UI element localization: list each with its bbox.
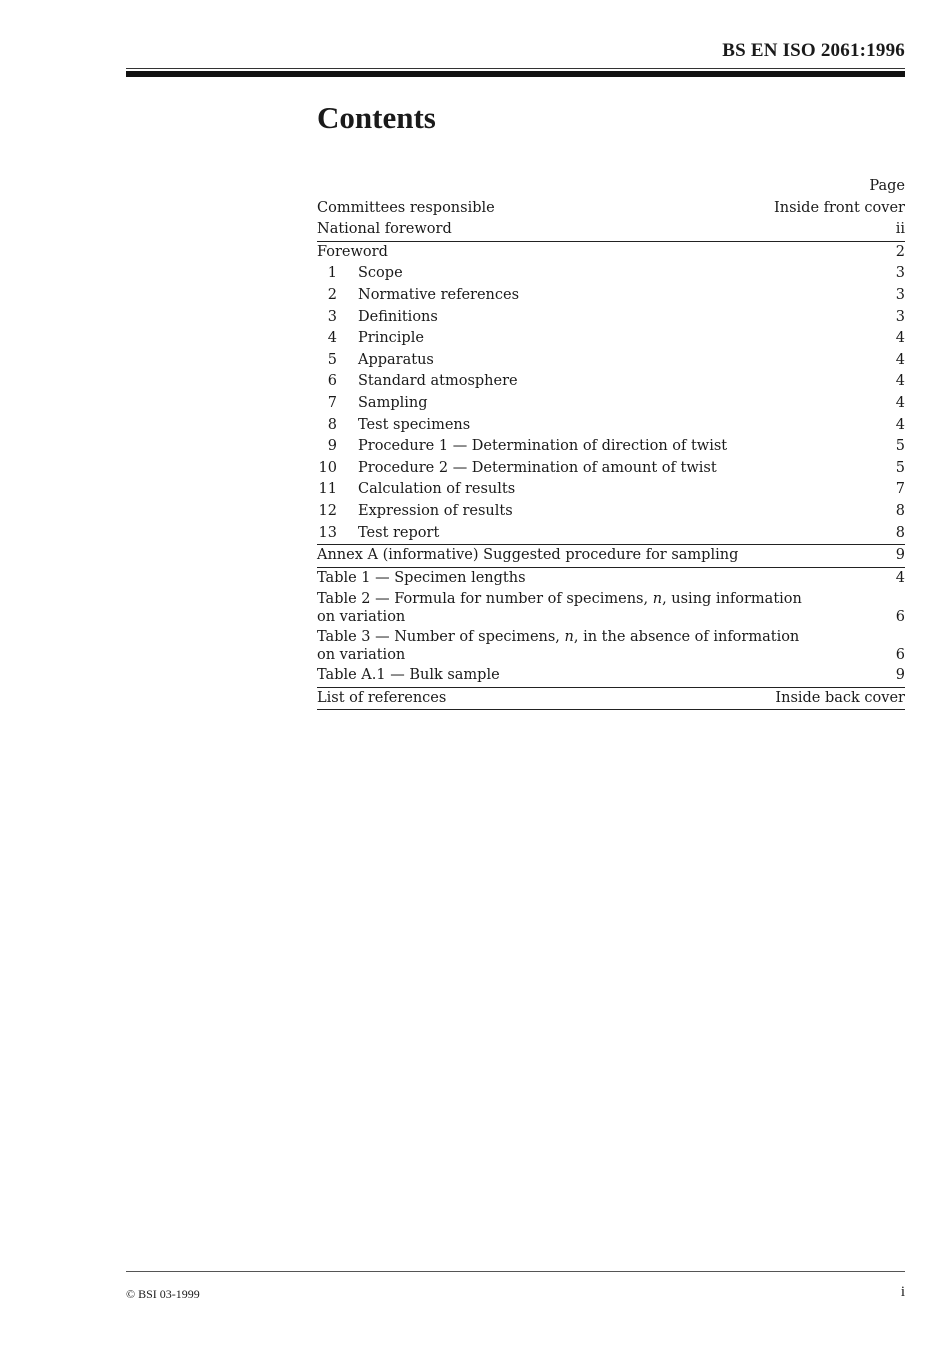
- clause-number: 13: [318, 524, 337, 541]
- clause-number: 9: [327, 438, 337, 455]
- toc-clause-list: [317, 263, 905, 544]
- toc-entry-page: 3: [895, 308, 905, 325]
- toc-entry-label: Expression of results: [358, 502, 513, 519]
- toc-entry-page: 8: [895, 502, 905, 519]
- toc-entry-page: 3: [895, 286, 905, 303]
- toc-entry-clause[interactable]: [317, 415, 905, 437]
- toc-entry-annex-a[interactable]: [317, 544, 905, 567]
- label-text: Table 2 — Formula for number of specimens,: [317, 591, 653, 608]
- toc-entry-label: Principle: [358, 330, 424, 347]
- label-text: , using information on variation: [317, 591, 802, 625]
- toc-entry-page: 4: [895, 416, 905, 433]
- toc-entry-label: Procedure 1 — Determination of direction of twist: [358, 438, 728, 455]
- toc-entry-page: 5: [895, 438, 905, 455]
- toc-entry-clause[interactable]: [317, 458, 905, 480]
- clause-number: 2: [327, 286, 337, 303]
- toc-entry-page: 4: [895, 351, 905, 368]
- toc-entry-table-3[interactable]: [317, 627, 905, 665]
- document-id: BS EN ISO 2061:1996: [722, 40, 905, 61]
- copyright-notice: © BSI 03-1999: [126, 1287, 200, 1301]
- page-title: Contents: [317, 100, 436, 135]
- clause-number: 8: [327, 416, 337, 433]
- toc-entry-label: Annex A (informative) Suggested procedure for sampling: [317, 547, 739, 564]
- header-rule-thin: [126, 68, 905, 69]
- toc-entry-label: Test report: [358, 524, 440, 541]
- toc-entry-clause[interactable]: [317, 285, 905, 307]
- toc-entry-page: 4: [895, 373, 905, 390]
- clause-number: 11: [318, 481, 337, 498]
- toc-entry-page: 9: [895, 547, 905, 564]
- toc-entry-page: 4: [895, 330, 905, 347]
- toc-entry-page: 3: [895, 265, 905, 282]
- toc-entry-table-a1[interactable]: [317, 665, 905, 687]
- clause-number: 7: [327, 394, 337, 411]
- clause-number: 6: [327, 373, 337, 390]
- toc-entry-national-foreword[interactable]: [317, 219, 905, 241]
- toc-entry-page: 8: [895, 524, 905, 541]
- toc-entry-committees[interactable]: [317, 198, 905, 220]
- clause-number: 12: [318, 502, 337, 519]
- toc-entry-page: 4: [895, 394, 905, 411]
- toc-entry-clause[interactable]: [317, 523, 905, 545]
- toc-entry-page: 6: [895, 646, 905, 663]
- toc-entry-references[interactable]: [317, 687, 905, 711]
- toc-entry-table-1[interactable]: [317, 567, 905, 590]
- toc-entry-clause[interactable]: [317, 350, 905, 372]
- toc-entry-page: Inside front cover: [774, 199, 905, 216]
- toc-entry-page: 4: [895, 569, 905, 586]
- toc-entry-clause[interactable]: [317, 479, 905, 501]
- toc-entry-page: 9: [895, 667, 905, 684]
- toc-entry-clause[interactable]: [317, 501, 905, 523]
- toc-entry-page: Inside back cover: [775, 689, 905, 706]
- footer-rule: [126, 1271, 905, 1272]
- toc-entry-label: List of references: [317, 689, 447, 706]
- toc-entry-foreword[interactable]: [317, 241, 905, 264]
- toc-entry-page: ii: [895, 221, 905, 238]
- toc-entry-label: Definitions: [358, 308, 438, 325]
- toc-entry-label: [317, 591, 886, 626]
- toc-entry-page: 5: [895, 459, 905, 476]
- toc-entry-clause[interactable]: [317, 371, 905, 393]
- toc-entry-label: Table A.1 — Bulk sample: [317, 667, 500, 684]
- toc-entry-label: Calculation of results: [358, 481, 516, 498]
- toc-entry-clause[interactable]: [317, 263, 905, 285]
- table-of-contents: [317, 176, 905, 710]
- toc-entry-label: Sampling: [358, 394, 428, 411]
- toc-entry-label: Standard atmosphere: [358, 373, 518, 390]
- page-number: i: [900, 1284, 905, 1300]
- toc-entry-page: 2: [895, 243, 905, 260]
- page-column-heading: Page: [869, 178, 905, 194]
- clause-number: 3: [327, 308, 337, 325]
- toc-entry-clause[interactable]: [317, 393, 905, 415]
- toc-entry-label: Test specimens: [358, 416, 471, 433]
- toc-entry-label: [317, 629, 886, 664]
- toc-entry-page: 6: [895, 608, 905, 625]
- clause-number: 1: [327, 265, 337, 282]
- toc-entry-label: National foreword: [317, 221, 452, 238]
- clause-number: 4: [327, 330, 337, 347]
- toc-entry-label: Committees responsible: [317, 199, 495, 216]
- toc-entry-label: Procedure 2 — Determination of amount of twist: [358, 459, 717, 476]
- variable-n: n: [652, 591, 663, 608]
- variable-n: n: [564, 629, 574, 646]
- toc-entry-clause[interactable]: [317, 307, 905, 329]
- toc-entry-label: Normative references: [358, 286, 520, 303]
- label-text: Table 3 — Number of specimens,: [317, 629, 565, 646]
- label-text: , in the absence of information on variation: [317, 629, 800, 663]
- toc-entry-table-2[interactable]: [317, 589, 905, 627]
- toc-entry-label: Apparatus: [358, 351, 434, 368]
- toc-entry-label: Table 1 — Specimen lengths: [317, 569, 526, 586]
- toc-entry-clause[interactable]: [317, 328, 905, 350]
- toc-entry-label: Foreword: [317, 243, 388, 260]
- toc-entry-page: 7: [895, 481, 905, 498]
- clause-number: 10: [318, 459, 337, 476]
- header-rule-thick: [126, 71, 905, 77]
- clause-number: 5: [327, 351, 337, 368]
- toc-entry-label: Scope: [358, 265, 403, 282]
- toc-entry-clause[interactable]: [317, 436, 905, 458]
